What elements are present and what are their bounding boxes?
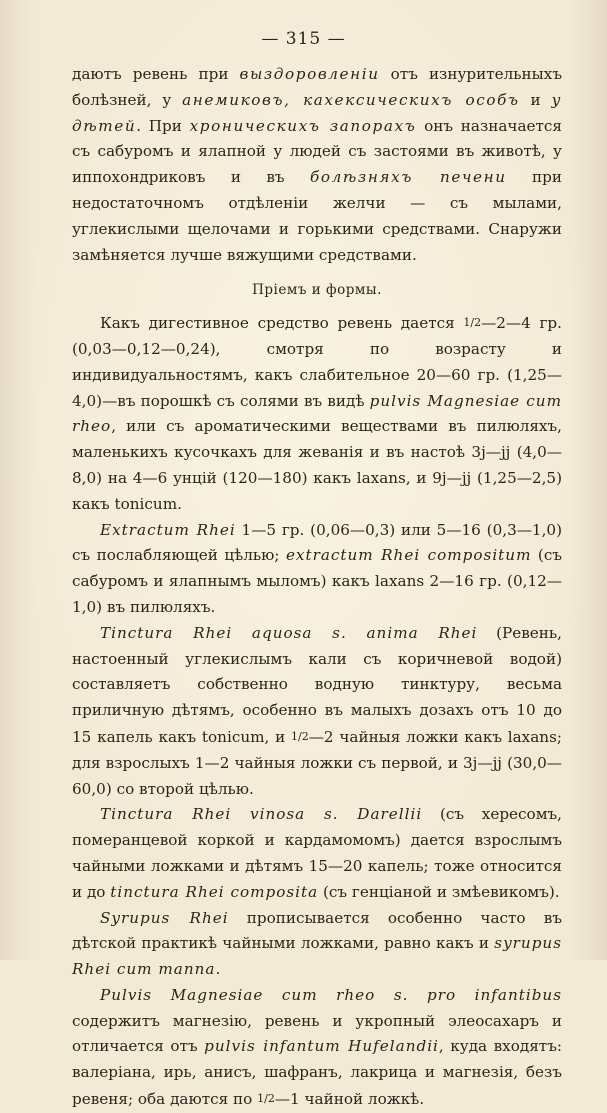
text-run: (съ сабуромъ и ялапнымъ мыломъ) какъ laxans 2—16 гр. (0,12—1,0) въ пилюляхъ.: [72, 546, 563, 616]
paragraph-7: [72, 983, 562, 1113]
text-run: содержитъ магнезію, ревень и укропный элеосахаръ и отличается отъ: [72, 1011, 562, 1056]
latin-term: Pulvis Magnesiae cum rheo s. pro infantibus: [100, 985, 562, 1004]
text-run: и: [519, 90, 552, 109]
body-text: [72, 62, 562, 1113]
section-heading: Пріемъ и формы.: [252, 282, 382, 299]
latin-term: Extractum Rhei: [100, 520, 236, 539]
latin-term: pulvis infantum Hufelandii: [204, 1037, 439, 1056]
text-run: прописывается особенно часто въ дѣтской практикѣ чайными ложками, равно какъ и: [72, 908, 562, 953]
paragraph-1: [72, 62, 562, 268]
text-run: . При: [136, 116, 190, 135]
text-run: Какъ дигестивное средство ревень дается: [100, 314, 464, 333]
paragraph-5: [72, 802, 562, 905]
latin-term: Syrupus Rhei: [100, 908, 229, 927]
text-run: , куда входятъ: валеріана, ирь, анисъ, шафранъ, лакрица и магнезія, безъ ревеня; оба даются по: [72, 1037, 562, 1109]
text-run: —1 чайной ложкѣ.: [274, 1090, 425, 1109]
emphasis: хроническихъ запорахъ: [189, 116, 417, 135]
emphasis: у дѣтей: [72, 90, 562, 135]
text-run: (съ генціаной и змѣевикомъ).: [318, 882, 560, 901]
latin-term: syrupus Rhei cum manna: [72, 934, 562, 979]
text-run: .: [215, 960, 221, 979]
latin-term: Tinctura Rhei vinosa s. Darellii: [100, 805, 423, 824]
text-run: (съ хересомъ, померанцевой коркой и кардамомомъ) дается взрослымъ чайными ложками и дѣтямъ 15—20 капель; тоже относится и до: [72, 805, 562, 901]
fraction: 1/2: [257, 1092, 275, 1106]
paragraph-6: [72, 906, 562, 983]
paragraph-2: [72, 310, 562, 517]
text-run: отъ изнурительныхъ болѣзней, у: [72, 65, 562, 109]
page-number: — 315 —: [261, 29, 346, 49]
fraction: 1/2: [463, 316, 482, 330]
text-run: (Ревень, настоенный углекислымъ кали съ коричневой водой) составляетъ собственно водную тинктуру, весьма приличную дѣтямъ, особенно въ малыхъ дозахъ отъ 10 до 15 капель какъ tonicum, и: [72, 623, 562, 746]
paragraph-4: [72, 621, 562, 803]
text-run: , или съ ароматическими веществами въ пилюляхъ, маленькихъ кусочкахъ для жеванія и въ настоѣ 3j—jj (4,0—8,0) на 4—6 унцій (120—180) какъ laxans, и 9j—jj (1,25—2,5) какъ tonicum.: [72, 417, 562, 513]
emphasis: анемиковъ, кахексическихъ особъ: [182, 90, 520, 109]
text-run: —2—4 гр. (0,03—0,12—0,24), смотря по возрасту и индивидуальностямъ, какъ слабительное 20—60 гр. (1,25—4,0)—въ порошкѣ съ солями въ видѣ: [72, 314, 562, 410]
text-run: —2 чайныя ложки какъ laxans; для взрослыхъ 1—2 чайныя ложки съ первой, и 3j—jj (30,0—60,0) со второй цѣлью.: [72, 727, 562, 798]
text-run: при недостаточномъ отдѣленіи желчи — съ мылами, углекислыми щелочами и горькими средствами. Снаружи замѣняется лучше вяжущими средствами.: [72, 168, 562, 264]
latin-term: Tinctura Rhei aquosa s. anima Rhei: [100, 623, 478, 642]
emphasis: выздоровленіи: [239, 65, 380, 83]
latin-term: tinctura Rhei composita: [110, 882, 319, 901]
text-run: онъ назначается съ сабуромъ и ялапной у людей съ застоями въ животѣ, у иппохондриковъ и въ: [72, 116, 562, 187]
latin-term: extractum Rhei compositum: [285, 546, 532, 565]
fraction: 1/2: [291, 729, 309, 743]
text-run: даютъ ревень при: [72, 65, 240, 83]
text-run: 1—5 гр. (0,06—0,3) или 5—16 (0,3—1,0) съ послабляющей цѣлью;: [72, 520, 562, 565]
emphasis: болѣзняхъ печени: [310, 168, 507, 187]
latin-term: pulvis Magnesiae cum rheo: [72, 391, 562, 436]
paragraph-3: [72, 518, 562, 621]
